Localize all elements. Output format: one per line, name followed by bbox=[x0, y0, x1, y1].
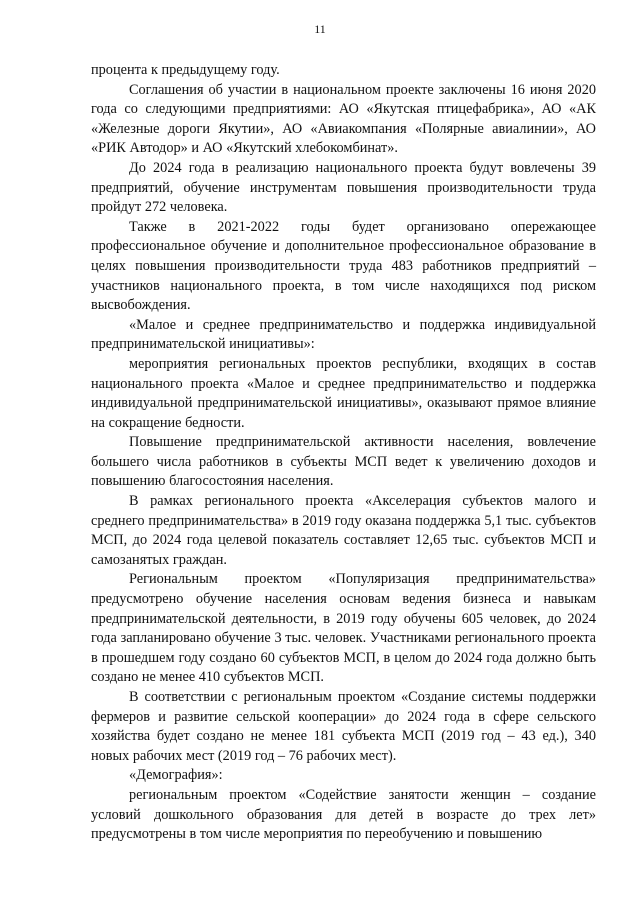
paragraph-enterprises-2024: До 2024 года в реализацию национального проекта будут вовлечены 39 предприятий, обучение инструментам повышения производительности труда пройдут 272 человека. bbox=[91, 159, 596, 216]
body-text bbox=[91, 61, 596, 845]
paragraph-farmers-support: В соответствии с региональным проектом «Создание системы поддержки фермеров и развитие сельской кооперации» до 2024 года в сфере сельского хозяйства будет создано не менее 181 субъекта МСП (2019 год – 43 ед.), 340 новых рабочих мест (2019 год – 76 рабочих мест). bbox=[91, 689, 596, 764]
page-number: 11 bbox=[314, 22, 326, 36]
paragraph-training-2021-2022: Также в 2021-2022 годы будет организовано опережающее профессиональное обучение и дополнительное профессиональное образование в целях повышения производительности труда 483 работников предприятий – участников национального проекта, в том числе находящихся под риском высвобождения. bbox=[91, 218, 596, 314]
paragraph-acceleration: В рамках регионального проекта «Акселерация субъектов малого и среднего предпринимательства» в 2019 году оказана поддержка 5,1 тыс. субъектов МСП, до 2024 года целевой показатель составляет 12,65 тыс. субъектов МСП и самозанятых граждан. bbox=[91, 493, 596, 568]
paragraph-popularization: Региональным проектом «Популяризация предпринимательства» предусмотрено обучение населения основам ведения бизнеса и навыкам предпринимательской деятельности, в 2019 году обучены 605 человек, до 2024 года запланировано обучение 3 тыс. человек. Участниками регионального проекта в прошедшем году создано 60 субъектов МСП, в целом до 2024 года должно быть создано не менее 410 субъектов МСП. bbox=[91, 571, 596, 686]
paragraph-women-employment: региональным проектом «Содействие занятости женщин – создание условий дошкольного образования для детей в возрасте до трех лет» предусмотрены в том числе мероприятия по переобучению и повышению bbox=[91, 786, 596, 843]
paragraph-agreements: Соглашения об участии в национальном проекте заключены 16 июня 2020 года со следующими предприятиями: АО «Якутская птицефабрика», АО «АК «Железные дороги Якутии», АО «Авиакомпания «Полярные авиалинии», АО «РИК Автодор» и АО «Якутский хлебокомбинат». bbox=[91, 81, 596, 157]
paragraph-sme-projects: мероприятия региональных проектов республики, входящих в состав национального проекта «Малое и среднее предпринимательство и поддержка индивидуальной предпринимательской инициативы», оказывают прямое влияние на сокращение бедности. bbox=[91, 355, 596, 431]
paragraph-demography-heading: «Демография»: bbox=[129, 767, 223, 784]
paragraph-sme-heading: «Малое и среднее предпринимательство и поддержка индивидуальной предпринимательской инициативы»: bbox=[91, 316, 596, 353]
paragraph-continuation: процента к предыдущему году. bbox=[91, 62, 280, 78]
paragraph-entrepreneurial-activity: Повышение предпринимательской активности населения, вовлечение большего числа работников в субъекты МСП ведет к увеличению доходов и повышению благосостояния населения. bbox=[91, 434, 596, 490]
